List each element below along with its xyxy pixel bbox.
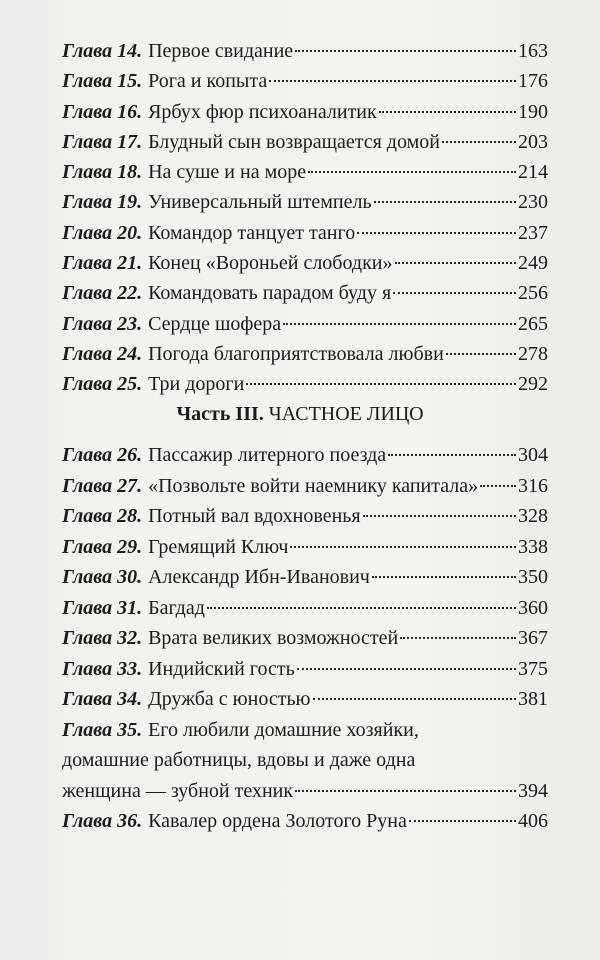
part-title: ЧАСТНОЕ ЛИЦО	[268, 403, 424, 425]
toc-entry-18	[62, 157, 548, 187]
dot-leader	[480, 485, 516, 487]
chapter-title: Дружба с юностью	[148, 688, 311, 710]
dot-leader	[442, 141, 516, 143]
toc-entry-33	[62, 654, 548, 685]
toc-entry-27	[62, 471, 548, 502]
page-number: 394	[518, 779, 548, 802]
chapter-title: Командор танцует танго	[148, 221, 356, 244]
toc-entry-36	[62, 806, 548, 837]
chapter-35-line-2: домашние работницы, вдовы и даже одна	[62, 749, 416, 771]
dot-leader	[246, 383, 516, 385]
chapter-label: Глава 22.	[62, 282, 143, 305]
page-number: 278	[518, 342, 548, 365]
chapter-title: Три дороги	[148, 373, 245, 396]
chapter-title: «Позвольте войти наемнику капитала»	[148, 474, 479, 497]
dot-leader	[297, 668, 516, 670]
dot-leader	[290, 546, 516, 548]
dot-leader	[379, 111, 516, 113]
toc-entry-34	[62, 684, 548, 715]
dot-leader	[446, 353, 516, 355]
chapter-label: Глава 34.	[62, 688, 143, 710]
toc-entry-15	[62, 66, 548, 96]
dot-leader	[372, 576, 516, 578]
dot-leader	[295, 50, 516, 52]
dot-leader	[363, 515, 516, 517]
page-number: 367	[518, 627, 548, 649]
page-number: 237	[518, 221, 548, 244]
chapter-label: Глава 25.	[62, 373, 143, 396]
page-number: 328	[518, 505, 548, 527]
page-number: 203	[518, 130, 548, 153]
page-number: 304	[518, 444, 548, 466]
dot-leader	[409, 820, 516, 822]
toc-entry-31	[62, 593, 548, 624]
chapter-label: Глава 17.	[62, 130, 143, 153]
page-number: 190	[518, 100, 548, 123]
toc-entry-14	[62, 36, 548, 66]
dot-leader	[283, 323, 516, 325]
toc-entry-17	[62, 127, 548, 157]
page-number: 249	[518, 252, 548, 275]
chapter-label: Глава 33.	[62, 657, 143, 680]
page-number: 256	[518, 282, 548, 305]
dot-leader	[393, 292, 516, 294]
page-number: 375	[518, 657, 548, 680]
toc-entry-30	[62, 562, 548, 593]
page-number: 360	[518, 596, 548, 619]
chapter-35-line-3	[62, 776, 548, 807]
page-number: 338	[518, 535, 548, 558]
chapter-label: Глава 29.	[62, 535, 143, 558]
chapter-title: Командовать парадом буду я	[148, 282, 392, 305]
toc-section-bottom	[62, 440, 548, 837]
chapter-label: Глава 30.	[62, 566, 143, 588]
dot-leader	[395, 262, 516, 264]
toc-entry-22	[62, 278, 548, 308]
toc-entry-35	[62, 715, 548, 807]
chapter-label: Глава 16.	[62, 100, 143, 123]
chapter-label: Глава 26.	[62, 444, 143, 466]
chapter-title: Конец «Вороньей слободки»	[148, 252, 393, 275]
dot-leader	[357, 232, 516, 234]
chapter-label: Глава 35.	[62, 718, 143, 741]
toc-section-top	[62, 36, 548, 400]
chapter-label: Глава 23.	[62, 312, 143, 335]
dot-leader	[207, 607, 516, 609]
part-label: Часть III.	[176, 403, 264, 425]
chapter-title-line-1: Его любили домашние хозяйки,	[148, 718, 419, 741]
chapter-label: Глава 27.	[62, 474, 143, 497]
page-number: 406	[518, 810, 548, 832]
chapter-label: Глава 15.	[62, 70, 143, 93]
chapter-title: Сердце шофера	[148, 312, 282, 335]
chapter-title: Ярбух фюр психоаналитик	[148, 100, 377, 123]
toc-entry-16	[62, 97, 548, 127]
chapter-label: Глава 14.	[62, 40, 143, 62]
toc-entry-28	[62, 501, 548, 532]
page-number: 350	[518, 566, 548, 588]
chapter-title: Потный вал вдохновенья	[148, 505, 361, 527]
page-number: 176	[518, 70, 548, 93]
toc-entry-19	[62, 187, 548, 217]
chapter-title: Рога и копыта	[148, 70, 268, 93]
dot-leader	[374, 201, 516, 203]
dot-leader	[400, 637, 516, 639]
chapter-title: Первое свидание	[148, 40, 294, 62]
page-number: 265	[518, 312, 548, 335]
toc-entry-21	[62, 248, 548, 278]
chapter-label: Глава 18.	[62, 161, 143, 184]
page-number: 381	[518, 688, 548, 710]
toc-entry-24	[62, 339, 548, 369]
page-number: 230	[518, 191, 548, 214]
toc-entry-20	[62, 218, 548, 248]
chapter-35-line-1	[62, 715, 548, 746]
chapter-label: Глава 24.	[62, 342, 143, 365]
chapter-title: Блудный сын возвращается домой	[148, 130, 440, 153]
toc-entry-26	[62, 440, 548, 471]
chapter-title: Врата великих возможностей	[148, 627, 399, 649]
dot-leader	[313, 698, 517, 700]
part-heading	[0, 400, 600, 428]
chapter-label: Глава 36.	[62, 810, 143, 832]
chapter-title: Багдад	[148, 596, 205, 619]
chapter-label: Глава 28.	[62, 505, 143, 527]
chapter-label: Глава 19.	[62, 191, 143, 214]
chapter-title: Кавалер ордена Золотого Руна	[148, 810, 407, 832]
chapter-title: Индийский гость	[148, 657, 295, 680]
chapter-label: Глава 21.	[62, 252, 143, 275]
chapter-title: Погода благоприятствовала любви	[148, 342, 444, 365]
chapter-label: Глава 31.	[62, 596, 143, 619]
toc-entry-23	[62, 309, 548, 339]
chapter-title: Пассажир литерного поезда	[148, 444, 387, 466]
toc-entry-32	[62, 623, 548, 654]
chapter-title: Гремящий Ключ	[148, 535, 289, 558]
dot-leader	[308, 171, 516, 173]
dot-leader	[269, 80, 516, 82]
page-number: 214	[518, 161, 548, 184]
toc-entry-29	[62, 532, 548, 563]
page-number: 316	[518, 474, 548, 497]
chapter-title: Александр Ибн-Иванович	[148, 566, 370, 588]
page-number: 163	[518, 40, 548, 62]
page-number: 292	[518, 373, 548, 396]
chapter-label: Глава 32.	[62, 627, 143, 649]
chapter-title: Универсальный штемпель	[148, 191, 372, 214]
chapter-label: Глава 20.	[62, 221, 143, 244]
toc-entry-25	[62, 369, 548, 399]
chapter-title: На суше и на море	[148, 161, 307, 184]
dot-leader	[388, 454, 516, 456]
dot-leader	[295, 790, 516, 792]
chapter-title-line-3: женщина — зубной техник	[62, 779, 294, 802]
